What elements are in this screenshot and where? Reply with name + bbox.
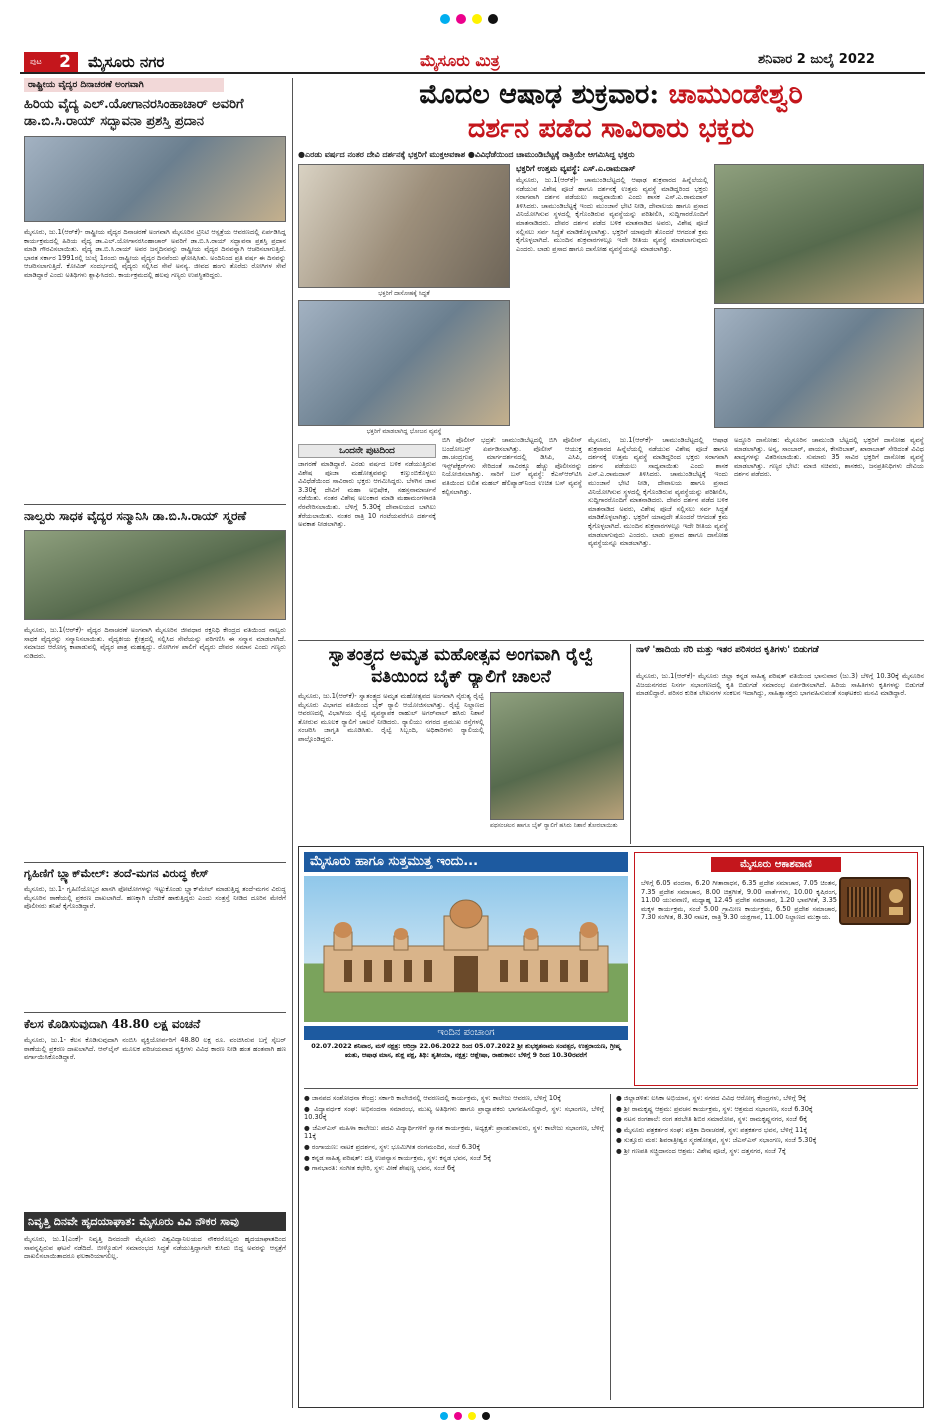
article-body: ಮೈಸೂರು, ಜು.1- ಗೃಹಿಣಿಯೊಬ್ಬರ ಖಾಸಗಿ ಫೋಟೋಗಳನ್ನು ಇಟ್ಟುಕೊಂಡು ಬ್ಲ್ಯಾಕ್‌ಮೇಲ್ ಮಾಡುತ್ತಿದ್ದ ತಂದೆ-ಮಗನ ವಿರುದ್ಧ ಮೈಸೂರಿನ ಠಾಣೆಯಲ್ಲಿ ಪ್ರಕರಣ ದಾಖಲಾಗಿದೆ. ಹಣಕ್ಕಾಗಿ ಬೆದರಿಕೆ ಹಾಕುತ್ತಿದ್ದರು ಎಂದು ಸಂತ್ರಸ್ತೆ ನೀಡಿದ ದೂರಿನ ಮೇರೆಗೆ ಪೊಲೀಸರು ತನಿಖೆ ಕೈಗೊಂಡಿದ್ದಾರೆ. (24, 885, 286, 911)
article-blackmail (24, 866, 286, 1010)
article-title: ನಿವೃತ್ತಿ ದಿನವೇ ಹೃದಯಾಘಾತ: ಮೈಸೂರು ವಿವಿ ನೌಕರ ಸಾವು (24, 1212, 286, 1231)
article-doctors-day (24, 78, 286, 498)
radio-title: ಮೈಸೂರು ಆಕಾಶವಾಣಿ (711, 857, 841, 872)
lead-continued-body: ಜಾಗರಣೆ ಮಾಡಿದ್ದಾರೆ. ಎರಡು ವರ್ಷದ ಬಳಿಕ ನಡೆಯುತ್ತಿರುವ ವಿಶೇಷ ಪೂಜಾ ಮಹೋತ್ಸವವನ್ನು ಕಣ್ತುಂಬಿಕೊಳ್ಳಲು ವಿವಿಧೆಡೆಯಿಂದ ಸಾವಿರಾರು ಭಕ್ತರು ಆಗಮಿಸಿದ್ದರು. ಬೆಳಗಿನ ಜಾವ 3.30ಕ್ಕೆ ದೇವಿಗೆ ಮಹಾ ಅಭಿಷೇಕ, ಸಹಸ್ರನಾಮಾರ್ಚನೆ ನಡೆಯಿತು. ನಂತರ ವಿಶೇಷ ಅಲಂಕಾರ ಮಾಡಿ ಮಹಾಮಂಗಳಾರತಿ ನೆರವೇರಿಸಲಾಯಿತು. ಬೆಳಿಗ್ಗೆ 5.30ಕ್ಕೆ ದೇವಾಲಯದ ಬಾಗಿಲು ತೆರೆಯಲಾಯಿತು. ನಂತರ ರಾತ್ರಿ 10 ಗಂಟೆಯವರೆಗೂ ದರ್ಶನಕ್ಕೆ ಅವಕಾಶ ನೀಡಲಾಗಿತ್ತು. (298, 460, 436, 529)
list-item: ● ಶ್ರೀ ರಾಮಕೃಷ್ಣ ಆಶ್ರಮ: ಪ್ರವಚನ ಕಾರ್ಯಕ್ರಮ, ಸ್ಥಳ: ಆಶ್ರಮದ ಸಭಾಂಗಣ, ಸಂಜೆ 6.30ಕ್ಕೆ (616, 1104, 813, 1113)
lead-title-line2: ದರ್ಶನ ಪಡೆದ ಸಾವಿರಾರು ಭಕ್ತರು (467, 113, 755, 144)
page-label: ಪುಟ (30, 57, 42, 66)
rally-body: ಮೈಸೂರು, ಜು.1(ಆರ್‌ಕೆ)- ಸ್ವಾತಂತ್ರ್ಯದ ಅಮೃತ ಮಹೋತ್ಸವದ ಅಂಗವಾಗಿ ನೈರುತ್ಯ ರೈಲ್ವೆ ಮೈಸೂರು ವಿಭಾಗದ ವತಿಯಿಂದ ಬೈಕ್ ರ‍್ಯಾಲಿ ಆಯೋಜಿಸಲಾಗಿತ್ತು. ರೈಲ್ವೆ ನಿಲ್ದಾಣದ ಆವರಣದಲ್ಲಿ ವಿಭಾಗೀಯ ರೈಲ್ವೆ ವ್ಯವಸ್ಥಾಪಕ ರಾಹುಲ್ ಅಗರ್‌ವಾಲ್ ಹಸಿರು ನಿಶಾನೆ ತೋರುವ ಮೂಲಕ ರ‍್ಯಾಲಿಗೆ ಚಾಲನೆ ನೀಡಿದರು. ರ‍್ಯಾಲಿಯು ನಗರದ ಪ್ರಮುಖ ರಸ್ತೆಗಳಲ್ಲಿ ಸಂಚರಿಸಿ ಜಾಗೃತಿ ಮೂಡಿಸಿತು. ರೈಲ್ವೆ ಸಿಬ್ಬಂದಿ, ಅಧಿಕಾರಿಗಳು ರ‍್ಯಾಲಿಯಲ್ಲಿ ಪಾಲ್ಗೊಂಡಿದ್ದರು. (298, 692, 484, 743)
lead-continued-body: ಮೈಸೂರು, ಜು.1(ಆರ್‌ಕೆ)- ಚಾಮುಂಡಿಬೆಟ್ಟದಲ್ಲಿ ಆಷಾಢ ಶುಕ್ರವಾರದ ಹಿನ್ನೆಲೆಯಲ್ಲಿ ನಡೆಯುವ ವಿಶೇಷ ಪೂಜೆ ಹಾಗೂ ದರ್ಶನಕ್ಕೆ ಉತ್ತಮ ವ್ಯವಸ್ಥೆ ಮಾಡಿದ್ದರಿಂದ ಭಕ್ತರು ಸರಾಗವಾಗಿ ದರ್ಶನ ಪಡೆಯಲು ಸಾಧ್ಯವಾಯಿತು ಎಂದು ಶಾಸಕ ಎಸ್.ಎ.ರಾಮದಾಸ್ ತಿಳಿಸಿದರು. ಚಾಮುಂಡಿಬೆಟ್ಟಕ್ಕೆ ಇಂದು ಮುಂಜಾನೆ ಭೇಟಿ ನೀಡಿ, ದೇವಾಲಯ ಹಾಗೂ ಪ್ರಸಾದ ವಿನಿಯೋಗಿಸುವ ಸ್ಥಳದಲ್ಲಿ ಕೈಗೊಂಡಿರುವ ವ್ಯವಸ್ಥೆಯನ್ನು ಪರಿಶೀಲಿಸಿ, ಸುದ್ದಿಗಾರರೊಂದಿಗೆ ಮಾತನಾಡಿದರು. ದೇವರ ದರ್ಶನ ಪಡೆದ ಬಳಿಕ ಮಾತನಾಡಿದ ಅವರು, ವಿಶೇಷ ಪೂಜೆ ಸಲ್ಲಿಸಲು ಸರ್ವ ಸಿದ್ಧತೆ ಮಾಡಿಕೊಳ್ಳಲಾಗಿತ್ತು. ಭಕ್ತರಿಗೆ ಯಾವುದೇ ತೊಂದರೆ ಆಗದಂತೆ ಕ್ರಮ ಕೈಗೊಳ್ಳಲಾಗಿದೆ. ಮುಂದಿನ ಶುಕ್ರವಾರಗಳಲ್ಲೂ ಇದೇ ರೀತಿಯ ವ್ಯವಸ್ಥೆ ಮಾಡಲಾಗುವುದು ಎಂದರು. ಲಾಡು ಪ್ರಸಾದ ಹಾಗೂ ದಾಸೋಹ ವ್ಯವಸ್ಥೆಯನ್ನೂ ಮಾಡಲಾಗಿತ್ತು. (588, 436, 728, 548)
list-item: ● ರಂಗಾಯಣ: ನಾಟಕ ಪ್ರದರ್ಶನ, ಸ್ಥಳ: ಭೂಮಿಗೀತ ರಂಗಮಂದಿರ, ಸಂಜೆ 6.30ಕ್ಕೆ (304, 1142, 481, 1151)
divider (298, 640, 924, 641)
palace-icon (304, 876, 628, 1022)
registration-marks-bottom (440, 1412, 490, 1420)
rally-photo (490, 692, 624, 820)
photo-cooking (298, 164, 510, 288)
list-item: ● ಸುತ್ತೂರು ಮಠ: ಶಿವರಾತ್ರೀಶ್ವರ ಸ್ಮರಣೋತ್ಸವ, ಸ್ಥಳ: ಜೆಎಸ್‌ಎಸ್ ಸಭಾಂಗಣ, ಸಂಜೆ 5.30ಕ್ಕೆ (616, 1136, 817, 1145)
lead-title-red: ಚಾಮುಂಡೇಶ್ವರಿ (668, 79, 803, 110)
page-number: 2 (52, 52, 78, 72)
book-release-headline: ನಾಳೆ 'ಹಾದಿಯ ನೆರಿ ಮತ್ತು ಇತರ ಪರಿಸರದ ಕೃತಿಗಳು' ಬಿಡುಗಡೆ (636, 645, 819, 655)
photo-caption: ಭಕ್ತರಿಗೆ ಮಾಡಲಾಗಿದ್ದ ಭೋಜನ ವ್ಯವಸ್ಥೆ (366, 428, 442, 435)
page-date: ಶನಿವಾರ 2 ಜುಲೈ 2022 (758, 52, 875, 67)
list-item: ● ಮೈಸೂರು ಪತ್ರಕರ್ತರ ಸಂಘ: ಪತ್ರಿಕಾ ದಿನಾಚರಣೆ, ಸ್ಥಳ: ಪತ್ರಕರ್ತರ ಭವನ, ಬೆಳಿಗ್ಗೆ 11ಕ್ಕೆ (616, 1125, 808, 1134)
rally-caption: ಪಥಸಂಚಲನ ಹಾಗೂ ಬೈಕ್ ರ‍್ಯಾಲಿಗೆ ಹಸಿರು ನಿಶಾನೆ ತೋರಲಾಯಿತು (490, 822, 618, 829)
lead-headline (298, 78, 924, 148)
book-release-body: ಮೈಸೂರು, ಜು.1(ಆರ್‌ಕೆ)- ಮೈಸೂರು ಜಿಲ್ಲಾ ಕನ್ನಡ ಸಾಹಿತ್ಯ ಪರಿಷತ್ ವತಿಯಿಂದ ಭಾನುವಾರ (ಜು.3) ಬೆಳಿಗ್ಗೆ 10.30ಕ್ಕೆ ಮೈಸೂರಿನ ವಿಜಯನಗರದ ನಿಸರ್ಗ ಸಭಾಂಗಣದಲ್ಲಿ ಕೃತಿ ಬಿಡುಗಡೆ ಸಮಾರಂಭ ಏರ್ಪಡಿಸಲಾಗಿದೆ. ಹಿರಿಯ ಸಾಹಿತಿಗಳು ಕೃತಿಗಳನ್ನು ಬಿಡುಗಡೆ ಮಾಡಲಿದ್ದಾರೆ. ಪರಿಸರ ಕುರಿತ ಲೇಖನಗಳ ಸಂಕಲನ ಇದಾಗಿದ್ದು, ಸಾಹಿತ್ಯಾಸಕ್ತರು ಭಾಗವಹಿಸುವಂತೆ ಸಂಘಟಕರು ಮನವಿ ಮಾಡಿದ್ದಾರೆ. (636, 672, 924, 698)
lead-continued-body: ಅದ್ಧೂರಿ ದಾಸೋಹ: ಮೈಸೂರಿನ ಚಾಮುಂಡಿ ಬೆಟ್ಟದಲ್ಲಿ ಭಕ್ತರಿಗೆ ದಾಸೋಹ ವ್ಯವಸ್ಥೆ ಮಾಡಲಾಗಿತ್ತು. ಅನ್ನ, ಸಾಂಬಾರ್, ಪಾಯಸ, ಕೇಸರಿಬಾತ್, ಖಾರಾಬಾತ್ ಸೇರಿದಂತೆ ವಿವಿಧ ಖಾದ್ಯಗಳನ್ನು ವಿತರಿಸಲಾಯಿತು. ಸುಮಾರು 35 ಸಾವಿರ ಭಕ್ತರಿಗೆ ದಾಸೋಹ ವ್ಯವಸ್ಥೆ ಮಾಡಲಾಗಿತ್ತು. ಗಣ್ಯರ ಭೇಟಿ: ಮಾಜಿ ಸಚಿವರು, ಶಾಸಕರು, ಜನಪ್ರತಿನಿಧಿಗಳು ದೇವಿಯ ದರ್ಶನ ಪಡೆದರು. (734, 436, 924, 479)
divider (24, 504, 286, 505)
rally-headline: ಸ್ವಾತಂತ್ರ್ಯದ ಅಮೃತ ಮಹೋತ್ಸವ ಅಂಗವಾಗಿ ರೈಲ್ವೆ ವತಿಯಿಂದ ಬೈಕ್ ರ‍್ಯಾಲಿಗೆ ಚಾಲನೆ (328, 645, 594, 687)
list-item: ● ಶ್ರೀ ಗಣಪತಿ ಸಚ್ಚಿದಾನಂದ ಆಶ್ರಮ: ವಿಶೇಷ ಪೂಜೆ, ಸ್ಥಳ: ದತ್ತನಗರ, ಸಂಜೆ 7ಕ್ಕೆ (616, 1146, 786, 1155)
article-photo (24, 136, 286, 222)
list-item: ● ನಟನ ರಂಗಶಾಲೆ: ರಂಗ ತರಬೇತಿ ಶಿಬಿರ ಸಮಾರೋಪ, ಸ್ಥಳ: ರಾಮಕೃಷ್ಣನಗರ, ಸಂಜೆ 6ಕ್ಕೆ (616, 1115, 808, 1124)
divider (630, 644, 631, 844)
left-column-divider (292, 78, 293, 1408)
side-head: ಭಕ್ತರಿಗೆ ಉತ್ತಮ ವ್ಯವಸ್ಥೆ: ಎಸ್.ಎ.ರಾಮದಾಸ್ (516, 164, 636, 173)
photo-meal-hall (298, 300, 510, 426)
panchanga-title: ಇಂದಿನ ಪಂಚಾಂಗ (304, 1026, 628, 1040)
lead-side-story (516, 164, 708, 426)
article-doctors-honour (24, 508, 286, 864)
registration-marks-top (440, 14, 498, 24)
article-title: ಗೃಹಿಣಿಗೆ ಬ್ಲ್ಯಾಕ್‌ಮೇಲ್: ತಂದೆ-ಮಗನ ವಿರುದ್ಧ ಕೇಸ್ (24, 867, 209, 880)
lead-continued-body: ಬಿಗಿ ಪೊಲೀಸ್ ಭದ್ರತೆ: ಚಾಮುಂಡಿಬೆಟ್ಟದಲ್ಲಿ ಬಿಗಿ ಪೊಲೀಸ್ ಬಂದೋಬಸ್ತ್ ಏರ್ಪಡಿಸಲಾಗಿತ್ತು. ಪೊಲೀಸ್ ಆಯುಕ್ತ ಡಾ.ಚಂದ್ರಗುಪ್ತ ಮಾರ್ಗದರ್ಶನದಲ್ಲಿ ಡಿಸಿಪಿ, ಎಸಿಪಿ, ಇನ್ಸ್‌ಪೆಕ್ಟರ್‌ಗಳು ಸೇರಿದಂತೆ ಸಾವಿರಕ್ಕೂ ಹೆಚ್ಚು ಪೊಲೀಸರನ್ನು ನಿಯೋಜಿಸಲಾಗಿತ್ತು. ಸಾರಿಗೆ ಬಸ್ ವ್ಯವಸ್ಥೆ: ಕೆಎಸ್ಆರ್‌ಟಿಸಿ ವತಿಯಿಂದ ಲಲಿತ ಮಹಲ್ ಹೆಲಿಪ್ಯಾಡ್‌ನಿಂದ ಉಚಿತ ಬಸ್ ವ್ಯವಸ್ಥೆ ಕಲ್ಪಿಸಲಾಗಿತ್ತು. (442, 436, 582, 496)
article-kicker: ರಾಷ್ಟ್ರೀಯ ವೈದ್ಯರ ದಿನಾಚರಣೆ ಅಂಗವಾಗಿ (24, 78, 224, 92)
article-body: ಮೈಸೂರು, ಜು.1(ಎಂಕೆ)- ನಿವೃತ್ತಿ ದಿನದಂದೇ ಮೈಸೂರು ವಿಶ್ವವಿದ್ಯಾನಿಲಯದ ನೌಕರರೊಬ್ಬರು ಹೃದಯಾಘಾತದಿಂದ ಸಾವನ್ನಪ್ಪಿರುವ ಘಟನೆ ನಡೆದಿದೆ. ಬೀಳ್ಕೊಡುಗೆ ಸಮಾರಂಭದ ಸಿದ್ಧತೆ ನಡೆಯುತ್ತಿದ್ದಾಗಲೇ ಕುಸಿದು ಬಿದ್ದ ಅವರನ್ನು ಆಸ್ಪತ್ರೆಗೆ ದಾಖಲಿಸಲಾಯಿತಾದರೂ ಫಲಕಾರಿಯಾಗಲಿಲ್ಲ. (24, 1235, 286, 1261)
list-item: ● ಜೆಎಸ್‌ಎಸ್ ಮಹಿಳಾ ಕಾಲೇಜು: ಪದವಿ ವಿದ್ಯಾರ್ಥಿಗಳಿಗೆ ಸ್ವಾಗತ ಕಾರ್ಯಕ್ರಮ, ಅಧ್ಯಕ್ಷತೆ: ಪ್ರಾಂಶುಪಾಲರು, ಸ್ಥಳ: ಕಾಲೇಜು ಸಭಾಂಗಣ, ಬೆಳಿಗ್ಗೆ 11ಕ್ಕೆ (304, 1123, 604, 1141)
list-item: ● ಜಿಲ್ಲಾಡಳಿತ: ಲಸಿಕಾ ಅಭಿಯಾನ, ಸ್ಥಳ: ನಗರದ ವಿವಿಧ ಆರೋಗ್ಯ ಕೇಂದ್ರಗಳು, ಬೆಳಿಗ್ಗೆ 9ಕ್ಕೆ (616, 1094, 806, 1102)
photo-crowd-road (714, 164, 924, 304)
list-item: ● ಗಾನಭಾರತಿ: ಸಂಗೀತ ಕಛೇರಿ, ಸ್ಥಳ: ವೀಣೆ ಶೇಷಣ್ಣ ಭವನ, ಸಂಜೆ 6ಕ್ಕೆ (304, 1164, 456, 1173)
article-title: ಕೆಲಸ ಕೊಡಿಸುವುದಾಗಿ 48.80 ಲಕ್ಷ ವಂಚನೆ (24, 1017, 201, 1031)
today-band: ಮೈಸೂರು ಹಾಗೂ ಸುತ್ತಮುತ್ತ ಇಂದು... (304, 852, 628, 872)
article-title: ಹಿರಿಯ ವೈದ್ಯ ಎಲ್.ಯೋಗಾನರಸಿಂಹಾಚಾರ್ ಅವರಿಗೆ ಡಾ.ಬಿ.ಸಿ.ರಾಯ್ ಸದ್ಭಾವನಾ ಪ್ರಶಸ್ತಿ ಪ್ರದಾನ (24, 97, 244, 129)
radio-schedule: ಬೆಳಿಗ್ಗೆ 6.05 ವಂದನಾ, 6.20 ಗೀತಾರಾಧನ, 6.35 ಪ್ರದೇಶ ಸಮಾಚಾರ, 7.05 ಚಿಂತನ, 7.35 ಪ್ರದೇಶ ಸಮಾಚಾರ, 8.00 ಚಿತ್ರಗೀತೆ, 9.00 ವಾರ್ತೆಗಳು, 10.00 ಕೃಷಿರಂಗ, 11.00 ಯುವವಾಣಿ, ಮಧ್ಯಾಹ್ನ 12.45 ಪ್ರದೇಶ ಸಮಾಚಾರ, 1.20 ಭಾವಗೀತೆ, 3.35 ಮಕ್ಕಳ ಕಾರ್ಯಕ್ರಮ, ಸಂಜೆ 5.00 ಗ್ರಾಮೀಣ ಕಾರ್ಯಕ್ರಮ, 6.50 ಪ್ರದೇಶ ಸಮಾಚಾರ, 7.30 ಸಂಗೀತ, 8.30 ನಾಟಕ, ರಾತ್ರಿ 9.30 ಯಕ್ಷಗಾನ, 11.00 ನಿಲ್ದಾಣದ ಮುಕ್ತಾಯ. (641, 879, 837, 922)
article-retirement (24, 1212, 286, 1408)
palace-illustration (304, 876, 628, 1022)
article-body: ಮೈಸೂರು, ಜು.1(ಆರ್‌ಕೆ)- ವೈದ್ಯರ ದಿನಾಚರಣೆ ಅಂಗವಾಗಿ ಮೈಸೂರಿನ ಜೀವಧಾರ ರಕ್ತನಿಧಿ ಕೇಂದ್ರದ ವತಿಯಿಂದ ನಾಲ್ವರು ಸಾಧಕ ವೈದ್ಯರನ್ನು ಸನ್ಮಾನಿಸಲಾಯಿತು. ವೈದ್ಯಕೀಯ ಕ್ಷೇತ್ರದಲ್ಲಿ ಸಲ್ಲಿಸಿದ ಸೇವೆಯನ್ನು ಪರಿಗಣಿಸಿ ಈ ಸನ್ಮಾನ ಮಾಡಲಾಗಿದೆ. ಸಮಾಜದ ಆರೋಗ್ಯ ಕಾಪಾಡುವಲ್ಲಿ ವೈದ್ಯರ ಪಾತ್ರ ಮಹತ್ವದ್ದು. ರೋಗಿಗಳ ಪಾಲಿಗೆ ವೈದ್ಯರು ದೇವರ ಸಮಾನ ಎಂದು ಗಣ್ಯರು ನುಡಿದರು. (24, 626, 286, 660)
lead-title-black: ಮೊದಲ ಆಷಾಢ ಶುಕ್ರವಾರ: (419, 79, 660, 110)
events-list-right (616, 1094, 918, 1400)
photo-caption: ಭಕ್ತರಿಗೆ ದಾಸೋಹಕ್ಕೆ ಸಿದ್ಧತೆ (378, 290, 430, 297)
article-fraud (24, 1016, 286, 1206)
side-body: ಮೈಸೂರು, ಜು.1(ಆರ್‌ಕೆ)- ಚಾಮುಂಡಿಬೆಟ್ಟದಲ್ಲಿ ಆಷಾಢ ಶುಕ್ರವಾರದ ಹಿನ್ನೆಲೆಯಲ್ಲಿ ನಡೆಯುವ ವಿಶೇಷ ಪೂಜೆ ಹಾಗೂ ದರ್ಶನಕ್ಕೆ ಉತ್ತಮ ವ್ಯವಸ್ಥೆ ಮಾಡಿದ್ದರಿಂದ ಭಕ್ತರು ಸರಾಗವಾಗಿ ದರ್ಶನ ಪಡೆಯಲು ಸಾಧ್ಯವಾಯಿತು ಎಂದು ಶಾಸಕ ಎಸ್.ಎ.ರಾಮದಾಸ್ ತಿಳಿಸಿದರು. ಚಾಮುಂಡಿಬೆಟ್ಟಕ್ಕೆ ಇಂದು ಮುಂಜಾನೆ ಭೇಟಿ ನೀಡಿ, ದೇವಾಲಯ ಹಾಗೂ ಪ್ರಸಾದ ವಿನಿಯೋಗಿಸುವ ಸ್ಥಳದಲ್ಲಿ ಕೈಗೊಂಡಿರುವ ವ್ಯವಸ್ಥೆಯನ್ನು ಪರಿಶೀಲಿಸಿ, ಸುದ್ದಿಗಾರರೊಂದಿಗೆ ಮಾತನಾಡಿದರು. ದೇವರ ದರ್ಶನ ಪಡೆದ ಬಳಿಕ ಮಾತನಾಡಿದ ಅವರು, ವಿಶೇಷ ಪೂಜೆ ಸಲ್ಲಿಸಲು ಸರ್ವ ಸಿದ್ಧತೆ ಮಾಡಿಕೊಳ್ಳಲಾಗಿತ್ತು. ಭಕ್ತರಿಗೆ ಯಾವುದೇ ತೊಂದರೆ ಆಗದಂತೆ ಕ್ರಮ ಕೈಗೊಳ್ಳಲಾಗಿದೆ. ಮುಂದಿನ ಶುಕ್ರವಾರಗಳಲ್ಲೂ ಇದೇ ರೀತಿಯ ವ್ಯವಸ್ಥೆ ಮಾಡಲಾಗುವುದು ಎಂದರು. ಲಾಡು ಪ್ರಸಾದ ಹಾಗೂ ದಾಸೋಹ ವ್ಯವಸ್ಥೆಯನ್ನೂ ಮಾಡಲಾಗಿತ್ತು. (516, 176, 708, 253)
events-list-left (304, 1094, 604, 1400)
radio-icon (839, 877, 911, 925)
divider (24, 862, 286, 863)
article-body: ಮೈಸೂರು, ಜು.1- ಕೆಲಸ ಕೊಡಿಸುವುದಾಗಿ ನಂಬಿಸಿ ವ್ಯಕ್ತಿಯೋರ್ವರಿಗೆ 48.80 ಲಕ್ಷ ರೂ. ವಂಚಿಸಿರುವ ಬಗ್ಗೆ ಸೈಬರ್ ಠಾಣೆಯಲ್ಲಿ ಪ್ರಕರಣ ದಾಖಲಾಗಿದೆ. ಆನ್‌ಲೈನ್ ಮೂಲಕ ಪರಿಚಯವಾದ ವ್ಯಕ್ತಿಗಳು ವಿವಿಧ ಕಾರಣ ನೀಡಿ ಹಂತ ಹಂತವಾಗಿ ಹಣ ವರ್ಗಾಯಿಸಿಕೊಂಡಿದ್ದಾರೆ. (24, 1036, 286, 1062)
list-item: ● ಕನ್ನಡ ಸಾಹಿತ್ಯ ಪರಿಷತ್: ದತ್ತಿ ಉಪನ್ಯಾಸ ಕಾರ್ಯಕ್ರಮ, ಸ್ಥಳ: ಕನ್ನಡ ಭವನ, ಸಂಜೆ 5ಕ್ಕೆ (304, 1153, 492, 1162)
article-photo (24, 530, 286, 620)
newspaper-name: ಮೈಸೂರು ಮಿತ್ರ (420, 51, 500, 70)
list-item: ● ಜಾನಪದ ಸಂಶೋಧನಾ ಕೇಂದ್ರ: ಸರ್ಕಾರಿ ಕಾಲೇಜಿನಲ್ಲಿ ಆವರಣದಲ್ಲಿ ಕಾರ್ಯಕ್ರಮ, ಸ್ಥಳ: ಕಾಲೇಜು ಆವರಣ, ಬೆಳಿಗ್ಗೆ 10ಕ್ಕೆ (304, 1094, 562, 1102)
list-item: ● ವಿದ್ಯಾವರ್ಧಕ ಸಂಘ: ಅಭಿನಂದನಾ ಸಮಾರಂಭ, ಮುಖ್ಯ ಅತಿಥಿಗಳು ಹಾಗೂ ಪ್ರಾಧ್ಯಾಪಕರು ಭಾಗವಹಿಸಲಿದ್ದಾರೆ, ಸ್ಥಳ: ಸಭಾಂಗಣ, ಬೆಳಿಗ್ಗೆ 10.30ಕ್ಕೆ (304, 1104, 604, 1122)
lead-deck: ●ಎರಡು ವರ್ಷದ ನಂತರ ದೇವಿ ದರ್ಶನಕ್ಕೆ ಭಕ್ತರಿಗೆ ಮುಕ್ತಅವಕಾಶ ●ವಿವಿಧೆಡೆಯಿಂದ ಚಾಮುಂಡಿಬೆಟ್ಟಕ್ಕೆ ರಾತ್ರಿಯೇ ಆಗಮಿಸಿದ್ದ ಭಕ್ತರು (298, 150, 635, 159)
divider (304, 1088, 918, 1089)
section-name: ಮೈಸೂರು ನಗರ (88, 53, 165, 71)
article-body: ಮೈಸೂರು, ಜು.1(ಆರ್‌ಕೆ)- ರಾಷ್ಟ್ರೀಯ ವೈದ್ಯರ ದಿನಾಚರಣೆ ಅಂಗವಾಗಿ ಮೈಸೂರಿನ ಟ್ರಿನಿಟಿ ಆಸ್ಪತ್ರೆಯ ಆವರಣದಲ್ಲಿ ಏರ್ಪಡಿಸಿದ್ದ ಕಾರ್ಯಕ್ರಮದಲ್ಲಿ ಹಿರಿಯ ವೈದ್ಯ ಡಾ.ಎಲ್.ಯೋಗಾನರಸಿಂಹಾಚಾರ್ ಅವರಿಗೆ ಡಾ.ಬಿ.ಸಿ.ರಾಯ್ ಸದ್ಭಾವನಾ ಪ್ರಶಸ್ತಿ ಪ್ರದಾನ ಮಾಡಿ ಗೌರವಿಸಲಾಯಿತು. ವೈದ್ಯ ಡಾ.ಬಿ.ಸಿ.ರಾಯ್ ಅವರ ಜನ್ಮದಿನವನ್ನು ರಾಷ್ಟ್ರೀಯ ವೈದ್ಯರ ದಿನವನ್ನಾಗಿ ಆಚರಿಸಲಾಗುತ್ತಿದೆ. ಭಾರತ ಸರ್ಕಾರ 1991ರಲ್ಲಿ ಜುಲೈ 1ರಂದು ರಾಷ್ಟ್ರೀಯ ವೈದ್ಯರ ದಿನವೆಂದು ಘೋಷಿಸಿತು. ಅಂದಿನಿಂದ ಪ್ರತಿ ವರ್ಷ ಈ ದಿನವನ್ನು ಆಚರಿಸಲಾಗುತ್ತಿದೆ. ಕೋವಿಡ್ ಸಂದರ್ಭದಲ್ಲಿ ವೈದ್ಯರು ಸಲ್ಲಿಸಿದ ಸೇವೆ ಅನನ್ಯ. ಜೀವದ ಹಂಗು ತೊರೆದು ರೋಗಿಗಳ ಸೇವೆ ಮಾಡಿದ್ದಾರೆ ಎಂದು ಅತಿಥಿಗಳು ಶ್ಲಾಘಿಸಿದರು. ಕಾರ್ಯಕ್ರಮದಲ್ಲಿ ಹಲವು ಗಣ್ಯರು ಉಪಸ್ಥಿತರಿದ್ದರು. (24, 228, 286, 279)
lead-continued-head: ಒಂದನೇ ಪುಟದಿಂದ (298, 444, 436, 458)
divider (610, 1094, 611, 1400)
article-title: ನಾಲ್ವರು ಸಾಧಕ ವೈದ್ಯರ ಸನ್ಮಾನಿಸಿ ಡಾ.ಬಿ.ಸಿ.ರಾಯ್ ಸ್ಮರಣೆ (24, 509, 247, 523)
photo-crowd-temple (714, 308, 924, 428)
panchanga-body: 02.07.2022 ಶನಿವಾರ, ಮಳೆ ನಕ್ಷತ್ರ: ಆರಿದ್ರಾ 22.06.2022 ರಿಂದ 05.07.2022 ಶ್ರೀ ಶುಭಕೃತನಾಮ ಸಂವತ್ಸರ, ಉತ್ತರಾಯಣ, ಗ್ರೀಷ್ಮ ಋತು, ಆಷಾಢ ಮಾಸ, ಶುಕ್ಲ ಪಕ್ಷ, ತಿಥಿ: ತೃತೀಯಾ, ನಕ್ಷತ್ರ: ಆಶ್ಲೇಷಾ, ರಾಹುಕಾಲ: ಬೆಳಿಗ್ಗೆ 9 ರಿಂದ 10.30ರವರೆಗೆ (311, 1042, 621, 1059)
divider (24, 1012, 286, 1013)
radio-box (634, 852, 918, 1086)
